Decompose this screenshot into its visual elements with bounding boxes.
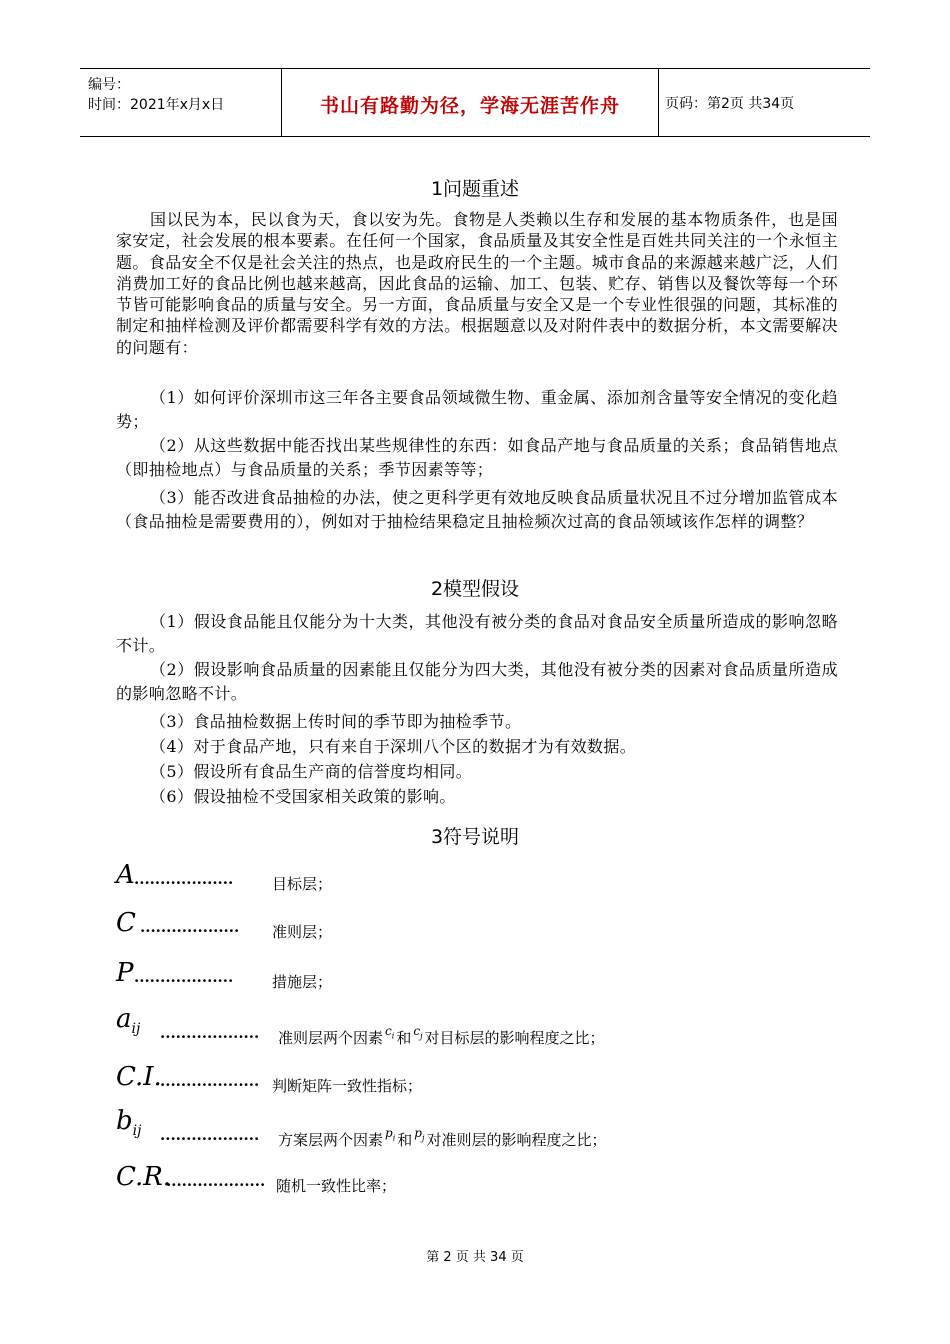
var-letter: p xyxy=(385,1125,393,1140)
desc-text: 对准则层的影响程度之比； xyxy=(426,1130,607,1149)
header-meta xyxy=(88,75,224,115)
var-sub: i xyxy=(391,1031,395,1040)
symbol: P xyxy=(116,958,134,988)
problem-item-3: （3）能否改进食品抽检的办法，使之更科学更有效地反映食品质量状况且不过分增加监管成本（食品抽检是需要费用的），例如对于抽检结果稳定且抽检频次过高的食品领域该作怎样的调整？ xyxy=(116,488,838,531)
symbol-desc xyxy=(278,1125,607,1150)
desc-text: 准则层两个因素 xyxy=(278,1028,384,1047)
var-letter: c xyxy=(413,1023,421,1038)
symbol: A xyxy=(116,860,135,890)
symbol-base: b xyxy=(116,1106,133,1136)
dots-leader: ··················· xyxy=(166,1176,266,1194)
symbol xyxy=(116,1004,140,1037)
symbol-row-CR xyxy=(116,1162,516,1202)
desc-text: 对目标层的影响程度之比； xyxy=(424,1028,605,1047)
symbol-subscript: ij xyxy=(131,1021,141,1038)
var-sub: i xyxy=(392,1133,396,1142)
symbol-row-CI xyxy=(116,1062,516,1102)
symbol xyxy=(116,1106,141,1139)
symbol: C.R. xyxy=(116,1162,172,1192)
assumption-3: （3）食品抽检数据上传时间的季节即为抽检季节。 xyxy=(150,712,522,731)
dots-leader: ··················· xyxy=(160,1076,260,1094)
var-letter: c xyxy=(385,1023,392,1038)
symbol-desc: 随机一致性比率； xyxy=(276,1177,397,1195)
var-pj xyxy=(414,1126,424,1140)
section-title-3: 3符号说明 xyxy=(430,826,520,848)
page-footer: 第 2 页 共 34 页 xyxy=(426,1250,524,1265)
assumption-1: （1）假设食品能且仅能分为十大类，其他没有被分类的食品对食品安全质量所造成的影响忽略不计。 xyxy=(116,612,838,655)
section-title-2: 2模型假设 xyxy=(430,578,520,600)
header-number: 编号： xyxy=(88,77,130,93)
var-ci xyxy=(385,1024,394,1038)
problem-item-1: （1）如何评价深圳市这三年各主要食品领域微生物、重金属、添加剂含量等安全情况的变化趋势； xyxy=(116,388,838,431)
problem-item-2: （2）从这些数据中能否找出某些规律性的东西：如食品产地与食品质量的关系；食品销售地点（即抽检地点）与食品质量的关系；季节因素等等； xyxy=(116,436,838,479)
section-title-1: 1问题重述 xyxy=(430,178,520,200)
symbol-desc: 判断矩阵一致性指标； xyxy=(272,1077,423,1095)
header-divider xyxy=(658,69,659,136)
symbol-row-A xyxy=(116,860,516,900)
var-sub: j xyxy=(421,1133,425,1142)
header-time: 时间：2021年x月x日 xyxy=(88,97,225,113)
dots-leader: ··················· xyxy=(160,1028,260,1046)
header-page-info: 页码：第2页 共34页 xyxy=(665,96,795,112)
dots-leader: ··················· xyxy=(140,922,240,940)
page-header xyxy=(80,68,870,137)
symbol-row-P xyxy=(116,958,516,998)
var-sub: j xyxy=(420,1031,423,1040)
symbol: C xyxy=(116,908,136,938)
dots-leader: ··················· xyxy=(134,972,234,990)
symbol-row-bij xyxy=(116,1106,716,1156)
symbol: C.I. xyxy=(116,1062,162,1092)
desc-text: 方案层两个因素 xyxy=(278,1130,384,1149)
desc-text: 和 xyxy=(396,1028,412,1047)
desc-text: 和 xyxy=(397,1130,413,1149)
symbol-desc xyxy=(278,1023,605,1048)
assumption-5: （5）假设所有食品生产商的信誉度均相同。 xyxy=(150,762,473,781)
var-pi xyxy=(385,1126,395,1140)
symbol-row-C xyxy=(116,908,516,948)
symbol-subscript: ij xyxy=(132,1123,142,1140)
dots-leader: ··················· xyxy=(160,1130,260,1148)
symbol-base: a xyxy=(116,1004,132,1034)
var-letter: p xyxy=(414,1125,422,1140)
symbol-desc: 准则层； xyxy=(272,923,333,941)
var-cj xyxy=(413,1024,422,1038)
symbol-desc: 目标层； xyxy=(272,875,333,893)
header-motto: 书山有路勤为径，学海无涯苦作舟 xyxy=(319,95,620,117)
symbol-row-aij xyxy=(116,1004,716,1054)
symbol-desc: 措施层； xyxy=(272,973,333,991)
dots-leader: ··················· xyxy=(134,874,234,892)
assumption-4: （4）对于食品产地，只有来自于深圳八个区的数据才为有效数据。 xyxy=(150,737,637,756)
assumption-6: （6）假设抽检不受国家相关政策的影响。 xyxy=(150,787,456,806)
intro-paragraph: 国以民为本，民以食为天，食以安为先。食物是人类赖以生存和发展的基本物质条件，也是国家安定，社会发展的根本要素。在任何一个国家，食品质量及其安全性是百姓共同关注的一个永恒主题。食品安全不仅是社会关注的热点，也是政府民生的一个主题。城市食品的来源越来越广泛，人们消费加工好的食品比例也越来越高，因此食品的运输、加工、包装、贮存、销售以及餐饮等每一个环节皆可能影响食品的质量与安全。另一方面，食品质量与安全又是一个专业性很强的问题，其标准的制定和抽样检测及评价都需要科学有效的方法。根据题意以及对附件表中的数据分析，本文需要解决的问题有： xyxy=(116,210,838,357)
assumption-2: （2）假设影响食品质量的因素能且仅能分为四大类，其他没有被分类的因素对食品质量所造成的影响忽略不计。 xyxy=(116,660,838,703)
